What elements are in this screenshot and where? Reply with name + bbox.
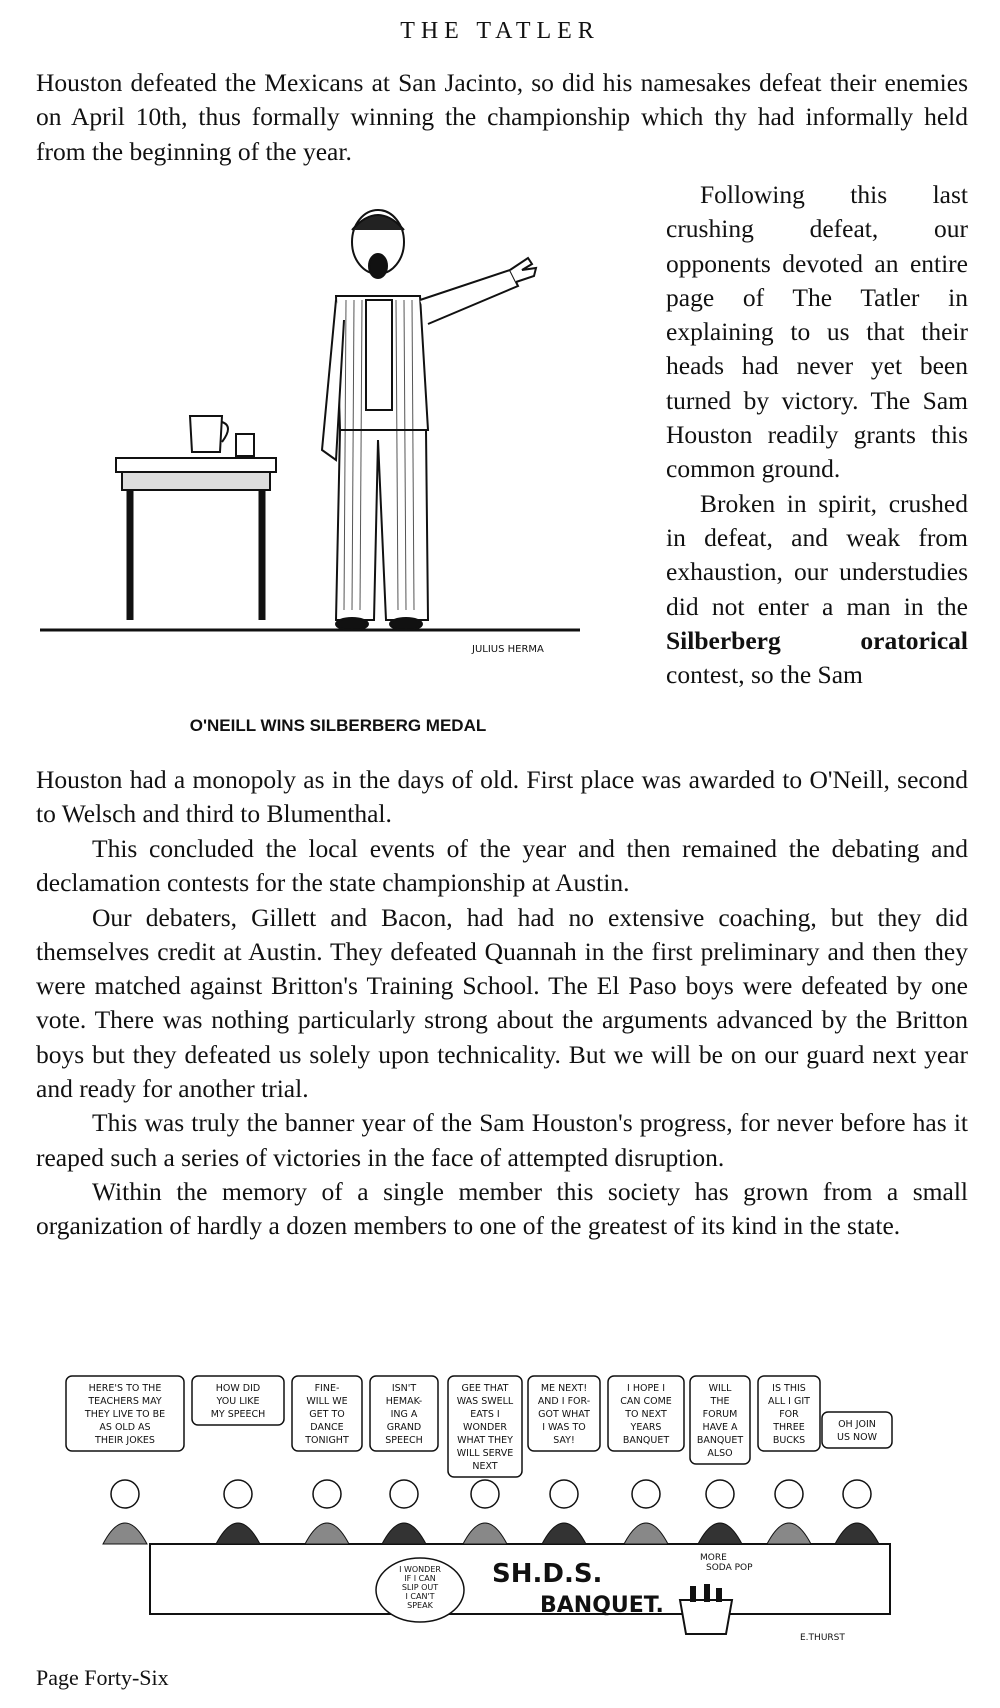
speech-bubble-line: ING A	[390, 1409, 418, 1420]
speech-bubble	[66, 1376, 184, 1451]
page-number: Page Forty-Six	[36, 1665, 169, 1690]
speech-bubble	[608, 1376, 684, 1451]
speech-bubble-line: BANQUET	[622, 1435, 670, 1446]
speech-bubble-line: HAVE A	[702, 1422, 738, 1433]
under-table-line: SPEAK	[407, 1601, 433, 1610]
speech-bubble-line: YEARS	[630, 1422, 662, 1433]
speech-bubble-line: OH JOIN	[838, 1419, 876, 1430]
speech-bubble-line: THEIR JOKES	[95, 1435, 155, 1446]
speech-bubble-line: YOU LIKE	[216, 1396, 260, 1407]
speech-bubble-line: FORUM	[702, 1409, 738, 1420]
speech-bubble-line: THREE	[773, 1422, 805, 1433]
speech-bubble-line: THEY LIVE TO BE	[84, 1409, 166, 1420]
orator-arm	[420, 270, 518, 324]
speech-bubble-line: GEE THAT	[461, 1383, 509, 1394]
speech-bubble-line: AS OLD AS	[99, 1422, 151, 1433]
column-paragraph-2	[666, 487, 968, 693]
under-table-line: SLIP OUT	[401, 1583, 439, 1592]
diner-figure	[835, 1480, 879, 1544]
speech-bubble	[528, 1376, 600, 1451]
page-header: THE TATLER	[400, 18, 600, 44]
diner-figure	[463, 1480, 507, 1544]
tablecloth-subtitle: BANQUET.	[540, 1593, 664, 1618]
speech-bubble	[448, 1376, 522, 1477]
diner-figure	[382, 1480, 426, 1544]
body-paragraphs	[36, 832, 968, 1244]
speech-bubble-line: WAS SWELL	[456, 1396, 514, 1407]
speech-bubble-line: TEACHERS MAY	[88, 1396, 162, 1407]
column-p2-lead: Broken in spirit, crushed in defeat, and weak from exhaustion, our understudies did not enter a man in the	[666, 488, 968, 621]
speech-bubble-line: GOT WHAT	[538, 1409, 590, 1420]
column-paragraph-1: Following this last crushing defeat, our opponents devoted an entire page of The Tatler in explaining to us that their heads had never yet been turned by victory. The Sam Houston readily grants this common ground.	[666, 180, 968, 484]
cartoon-signature: E.THURST	[800, 1633, 845, 1643]
silberberg-bold: Silberberg oratorical	[666, 625, 968, 655]
continuation-paragraph: Houston had a monopoly as in the days of old. First place was awarded to O'Neill, second to Welsch and third to Blumenthal.	[36, 765, 968, 829]
diner-figure	[216, 1480, 260, 1544]
speech-bubble-line: MY SPEECH	[210, 1409, 266, 1420]
column-p2-tail: contest, so the Sam	[666, 660, 863, 690]
diner-figure	[103, 1480, 147, 1544]
speech-bubble-line: FINE-	[314, 1383, 340, 1394]
illustration-signature: JULIUS HERMA	[472, 644, 544, 655]
speech-bubble-line: HEMAK-	[385, 1396, 423, 1407]
tablecloth-title: SH.D.S.	[492, 1559, 603, 1589]
speech-bubble-line: HOW DID	[215, 1383, 261, 1394]
body-paragraph-4: Within the memory of a single member this society has grown from a small organization of hardly a dozen members to one of the greatest of its kind in the state.	[36, 1176, 968, 1241]
diner-figure	[698, 1480, 742, 1544]
speech-bubble-line: DANCE	[310, 1422, 344, 1433]
under-table-bubble	[376, 1558, 464, 1622]
speech-bubble-line: WILL WE	[306, 1396, 348, 1407]
speech-bubble-line: I HOPE I	[627, 1383, 665, 1394]
speech-bubble	[690, 1376, 750, 1464]
speech-bubble-line: IS THIS	[772, 1383, 806, 1394]
under-table-line: IF I CAN	[404, 1574, 436, 1583]
speech-bubble-line: US NOW	[837, 1432, 877, 1443]
soda-note-line: SODA POP	[706, 1563, 753, 1573]
speech-bubble-line: NEXT	[472, 1461, 498, 1472]
speech-bubble-line: ALSO	[707, 1448, 733, 1459]
speech-bubble-line: WILL	[708, 1383, 732, 1394]
diner-figure	[767, 1480, 811, 1544]
speech-bubble-line: BUCKS	[772, 1435, 806, 1446]
banquet-cartoon	[60, 1372, 940, 1652]
speech-bubble	[758, 1376, 820, 1451]
speech-bubble-line: WONDER	[463, 1422, 507, 1433]
diner-figure	[624, 1480, 668, 1544]
under-table-line: I CAN'T	[405, 1592, 435, 1601]
glass	[236, 434, 254, 456]
speech-bubble-line: ALL I GIT	[768, 1396, 810, 1407]
body-paragraph-2: Our debaters, Gillett and Bacon, had had no extensive coaching, but they did themselves credit at Austin. They defeated Quannah in the first preliminary and then they were matched against Britton's Training School. The El Paso boys were defeated by one vote. There was nothing particularly strong about the arguments advanced by the Britton boys but they defeated us solely upon technicality. But we will be on our guard next year and ready for another trial.	[36, 902, 968, 1104]
speech-bubble-line: WHAT THEY	[457, 1435, 513, 1446]
speech-bubble-line: ISN'T	[391, 1383, 417, 1394]
right-column	[666, 178, 968, 692]
speech-bubble-line: WILL SERVE	[456, 1448, 514, 1459]
orator-illustration	[40, 200, 600, 700]
illustration-caption: O'NEILL WINS SILBERBERG MEDAL	[189, 716, 487, 735]
speech-bubble-line: TONIGHT	[305, 1435, 349, 1446]
speech-bubble-line: GET TO	[309, 1409, 345, 1420]
speech-bubble-line: CAN COME	[620, 1396, 672, 1407]
speech-bubble-line: AND I FOR-	[537, 1396, 591, 1407]
speech-bubble-line: SPEECH	[385, 1435, 423, 1446]
pitcher	[190, 416, 222, 452]
speech-bubble	[822, 1412, 892, 1448]
speech-bubble	[292, 1376, 362, 1451]
speech-bubble-line: EATS I	[470, 1409, 500, 1420]
under-table-line: I WONDER	[399, 1565, 441, 1574]
speech-bubble-line: TO NEXT	[625, 1409, 667, 1420]
soda-note-line: MORE	[700, 1553, 727, 1563]
speech-bubble-line: FOR	[779, 1409, 799, 1420]
speech-bubble-line: SAY!	[553, 1435, 575, 1446]
intro-paragraph: Houston defeated the Mexicans at San Jacinto, so did his namesakes defeat their enemies on April 10th, thus formally winning the championship which thy had informally held from the beginning of the year.	[36, 68, 968, 166]
speech-bubble-line: ME NEXT!	[540, 1383, 588, 1394]
table-top	[116, 458, 276, 472]
speech-bubble-line: THE	[710, 1396, 730, 1407]
body-paragraph-3: This was truly the banner year of the Sam Houston's progress, for never before has it reaped such a series of victories in the face of attempted disruption.	[36, 1108, 968, 1172]
speech-bubble-line: GRAND	[386, 1422, 422, 1433]
diner-figure	[542, 1480, 586, 1544]
speech-bubble	[192, 1376, 284, 1425]
speech-bubble-line: HERE'S TO THE	[88, 1383, 162, 1394]
speech-bubble	[370, 1376, 438, 1451]
speech-bubble-line: BANQUET	[696, 1435, 744, 1446]
body-paragraph-1: This concluded the local events of the year and then remained the debating and declamation contests for the state championship at Austin.	[36, 834, 968, 898]
diner-figure	[305, 1480, 349, 1544]
speech-bubble-line: I WAS TO	[542, 1422, 586, 1433]
